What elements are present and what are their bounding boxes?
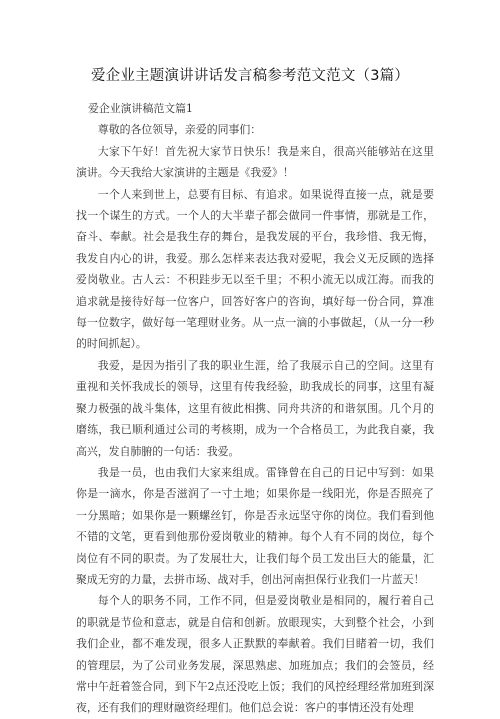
- section-subtitle: 爱企业演讲稿范文篇1: [87, 102, 193, 115]
- document-body: [76, 98, 434, 719]
- body-paragraph-3: 我爱，是因为指引了我的职业生涯，给了我展示自己的空间。这里有重视和关怀我成长的领导，这里有传我经验，助我成长的同事，这里有凝聚力极强的战斗集体，这里有彼此相携、同舟共济的和谐氛围。几个月的磨练，我已顺利通过公司的考核期，成为一个合格员工，为此我自豪，我高兴，发自肺腑的一句话：我爱。: [76, 358, 434, 458]
- body-paragraph-5: 每个人的职务不同，工作不同，但是爱岗敬业是相同的，履行着自己的职就是节俭和意志，就是自信和创新。放眼现实，大到整个社会，小到我们企业，都不难发现，很多人正默默的奉献着。我们目睹着一切，我们的管理层，为了公司业务发展，深思熟虑、加班加点；我们的会签员，经常中午赶着签合同，到下午2点还没吃上饭；我们的风控经理经常加班到深夜，还有我们的理财融资经理们。他们总会说：客户的事情还没有处理: [76, 594, 434, 715]
- greeting-line: 尊敬的各位领导，亲爱的同事们：: [97, 123, 262, 137]
- body-paragraph-4: 我是一员，也由我们大家来组成。雷锋曾在自己的日记中写到：如果你是一滴水，你是否滋润了一寸土地；如果你是一线阳光，你是否照亮了一分黑暗；如果你是一颗螺丝钉，你是否永远坚守你的岗位。我们看到他不错的文笔，更看到他那份爱岗敬业的精神。每个人有不同的岗位，每个岗位有不同的职责。为了发展壮大，让我们每个员工发出巨大的能量，汇聚成无穷的力量，去拼市场、战对手，创出河南担保行业我们一片蓝天！: [76, 465, 434, 586]
- body-paragraph-2: 一个人来到世上，总要有目标、有追求。如果说得直接一点，就是要找一个谋生的方式。一个人的大半辈子都会做同一件事情，那就是工作，奋斗、奉献。社会是我生存的舞台，是我发展的平台，我珍惜、我无悔，我发自内心的讲，我爱。那么怎样来表达我对爱呢，我会义无反顾的选择爱岗敬业。古人云：不积跬步无以至千里；不积小流无以成江海。而我的追求就是接待好每一位客户，回答好客户的咨询，填好每一份合同，算准每一位数字，做好每一笔理财业务。从一点一滴的小事做起，（从一分一秒的时间抓起）。: [76, 187, 434, 351]
- body-paragraph-1: 大家下午好！首先祝大家节日快乐！我是来自，很高兴能够站在这里演讲。今天我给大家演讲的主题是《我爱》！: [76, 144, 434, 180]
- document-title: 爱企业主题演讲讲话发言稿参考范文范文（3篇）: [90, 68, 410, 84]
